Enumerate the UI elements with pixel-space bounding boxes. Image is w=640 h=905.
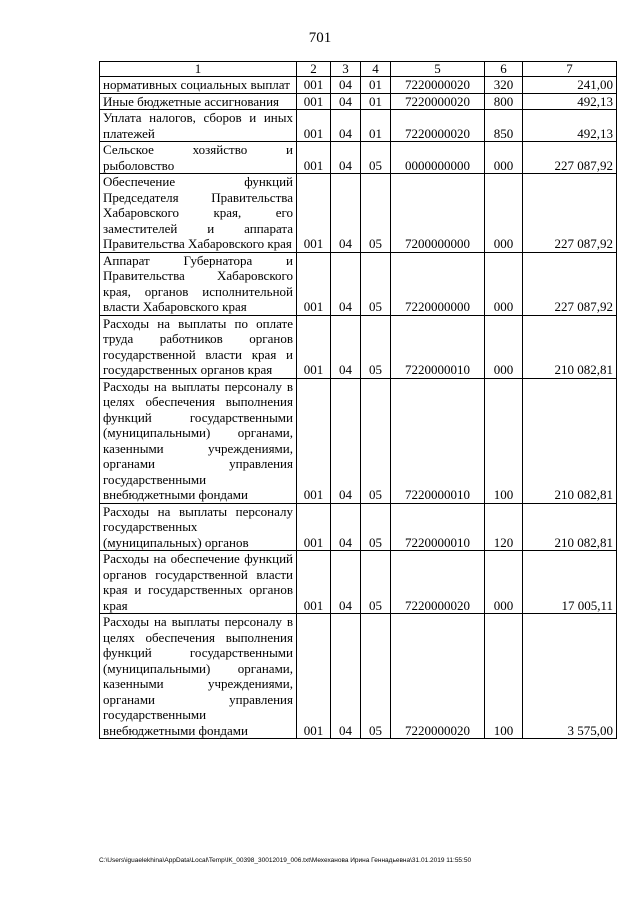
- header-cell-6: 6: [485, 62, 523, 77]
- subsection-code-cell: 01: [361, 93, 391, 110]
- expense-name-cell: Расходы на выплаты по оплате труда работников органов государственной власти края и государственных органов края: [100, 315, 297, 378]
- amount-cell: 227 087,92: [523, 252, 617, 315]
- ministry-code-cell: 001: [297, 110, 331, 142]
- table-row: [100, 174, 617, 253]
- expense-name-cell: Сельское хозяйство и рыболовство: [100, 142, 297, 174]
- table-row: [100, 77, 617, 94]
- expense-type-cell: 000: [485, 174, 523, 253]
- table-body: [100, 77, 617, 739]
- section-code-cell: 04: [331, 110, 361, 142]
- expense-name-cell: Обеспечение функций Председателя Правительства Хабаровского края, его заместителей и аппарата Правительства Хабаровского края: [100, 174, 297, 253]
- expense-name-cell: нормативных социальных выплат: [100, 77, 297, 94]
- expense-type-cell: 800: [485, 93, 523, 110]
- subsection-code-cell: 05: [361, 614, 391, 739]
- target-article-cell: 7220000010: [391, 503, 485, 551]
- header-cell-4: 4: [361, 62, 391, 77]
- ministry-code-cell: 001: [297, 551, 331, 614]
- section-code-cell: 04: [331, 378, 361, 503]
- amount-cell: 210 082,81: [523, 315, 617, 378]
- target-article-cell: 7220000020: [391, 110, 485, 142]
- table-row: [100, 252, 617, 315]
- expense-name-cell: Расходы на выплаты персоналу государственных (муниципальных) органов: [100, 503, 297, 551]
- amount-cell: 227 087,92: [523, 142, 617, 174]
- target-article-cell: 0000000000: [391, 142, 485, 174]
- amount-cell: 492,13: [523, 93, 617, 110]
- amount-cell: 210 082,81: [523, 378, 617, 503]
- expense-type-cell: 100: [485, 614, 523, 739]
- table-row: [100, 503, 617, 551]
- table-row: [100, 93, 617, 110]
- header-cell-5: 5: [391, 62, 485, 77]
- ministry-code-cell: 001: [297, 77, 331, 94]
- table-row: [100, 551, 617, 614]
- section-code-cell: 04: [331, 252, 361, 315]
- amount-cell: 3 575,00: [523, 614, 617, 739]
- section-code-cell: 04: [331, 77, 361, 94]
- expense-type-cell: 000: [485, 315, 523, 378]
- budget-table: [99, 61, 617, 739]
- target-article-cell: 7220000000: [391, 252, 485, 315]
- file-path-footer: C:\Users\iguaelekhina\AppData\Local\Temp\IK_00398_30012019_006.txt\Мехеханова Ирина Геннадьевна\31.01.2019 11:55:50: [99, 857, 472, 864]
- ministry-code-cell: 001: [297, 142, 331, 174]
- ministry-code-cell: 001: [297, 315, 331, 378]
- table-row: [100, 614, 617, 739]
- ministry-code-cell: 001: [297, 378, 331, 503]
- amount-cell: 492,13: [523, 110, 617, 142]
- expense-name-cell: Уплата налогов, сборов и иных платежей: [100, 110, 297, 142]
- ministry-code-cell: 001: [297, 503, 331, 551]
- expense-name-cell: Расходы на выплаты персоналу в целях обеспечения выполнения функций государственными (муниципальными) органами, казенными учреждениями, органами управления государственными внебюджетными фондами: [100, 378, 297, 503]
- expense-name-cell: Расходы на обеспечение функций органов государственной власти края и государственных органов края: [100, 551, 297, 614]
- ministry-code-cell: 001: [297, 252, 331, 315]
- expense-type-cell: 000: [485, 142, 523, 174]
- header-cell-3: 3: [331, 62, 361, 77]
- amount-cell: 241,00: [523, 77, 617, 94]
- section-code-cell: 04: [331, 551, 361, 614]
- section-code-cell: 04: [331, 315, 361, 378]
- table-header: [100, 62, 617, 77]
- expense-type-cell: 320: [485, 77, 523, 94]
- expense-name-cell: Иные бюджетные ассигнования: [100, 93, 297, 110]
- ministry-code-cell: 001: [297, 614, 331, 739]
- section-code-cell: 04: [331, 614, 361, 739]
- section-code-cell: 04: [331, 174, 361, 253]
- page-number: 701: [308, 30, 332, 46]
- target-article-cell: 7220000020: [391, 551, 485, 614]
- subsection-code-cell: 01: [361, 77, 391, 94]
- target-article-cell: 7220000010: [391, 315, 485, 378]
- expense-type-cell: 000: [485, 252, 523, 315]
- ministry-code-cell: 001: [297, 174, 331, 253]
- table-row: [100, 142, 617, 174]
- subsection-code-cell: 05: [361, 503, 391, 551]
- target-article-cell: 7220000020: [391, 614, 485, 739]
- header-cell-7: 7: [523, 62, 617, 77]
- expense-type-cell: 120: [485, 503, 523, 551]
- expense-name-cell: Расходы на выплаты персоналу в целях обеспечения выполнения функций государственными (муниципальными) органами, казенными учреждениями, органами управления государственными внебюджетными фондами: [100, 614, 297, 739]
- amount-cell: 227 087,92: [523, 174, 617, 253]
- subsection-code-cell: 05: [361, 252, 391, 315]
- target-article-cell: 7220000020: [391, 77, 485, 94]
- table-row: [100, 378, 617, 503]
- ministry-code-cell: 001: [297, 93, 331, 110]
- expense-name-cell: Аппарат Губернатора и Правительства Хабаровского края, органов исполнительной власти Хабаровского края: [100, 252, 297, 315]
- amount-cell: 210 082,81: [523, 503, 617, 551]
- header-cell-2: 2: [297, 62, 331, 77]
- table-row: [100, 110, 617, 142]
- amount-cell: 17 005,11: [523, 551, 617, 614]
- target-article-cell: 7220000010: [391, 378, 485, 503]
- subsection-code-cell: 01: [361, 110, 391, 142]
- section-code-cell: 04: [331, 503, 361, 551]
- expense-type-cell: 000: [485, 551, 523, 614]
- section-code-cell: 04: [331, 93, 361, 110]
- target-article-cell: 7200000000: [391, 174, 485, 253]
- expense-type-cell: 100: [485, 378, 523, 503]
- subsection-code-cell: 05: [361, 142, 391, 174]
- target-article-cell: 7220000020: [391, 93, 485, 110]
- subsection-code-cell: 05: [361, 551, 391, 614]
- expense-type-cell: 850: [485, 110, 523, 142]
- header-row: [100, 62, 617, 77]
- table-row: [100, 315, 617, 378]
- subsection-code-cell: 05: [361, 378, 391, 503]
- subsection-code-cell: 05: [361, 315, 391, 378]
- section-code-cell: 04: [331, 142, 361, 174]
- subsection-code-cell: 05: [361, 174, 391, 253]
- header-cell-1: 1: [100, 62, 297, 77]
